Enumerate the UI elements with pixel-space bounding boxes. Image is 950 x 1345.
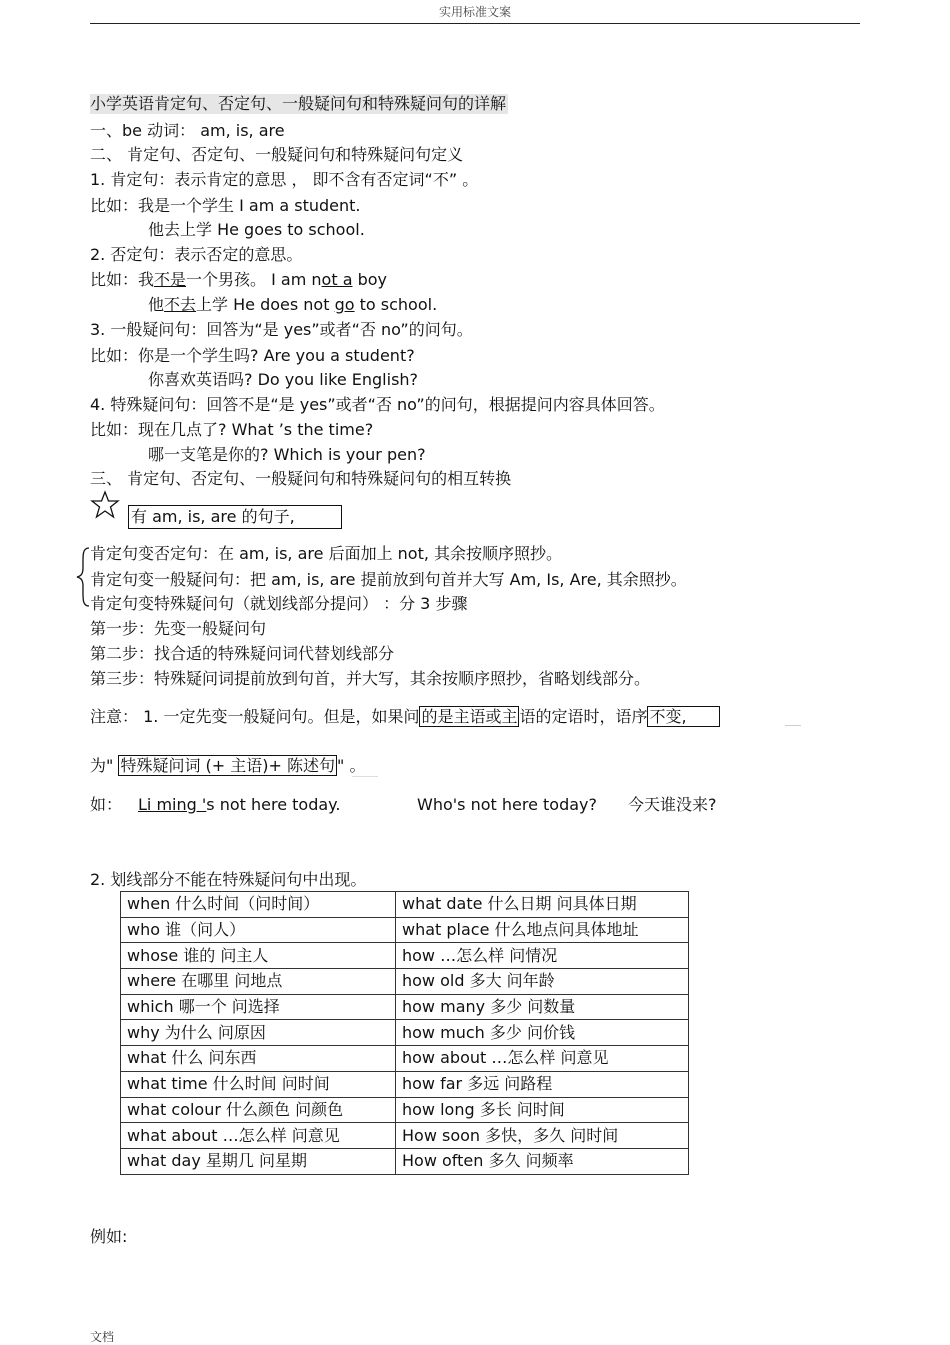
table-row <box>121 1148 689 1174</box>
table-cell: who 谁（问人） <box>121 917 396 943</box>
underlined-text: 不是 <box>154 270 187 289</box>
table-cell: what time 什么时间 问时间 <box>121 1071 396 1097</box>
table-cell: when 什么时间（问时间） <box>121 892 396 918</box>
table-row <box>121 943 689 969</box>
def-2-example-2 <box>148 295 437 315</box>
point-2: 2. 划线部分不能在特殊疑问句中出现。 <box>90 870 367 889</box>
star-icon <box>89 490 121 520</box>
text-span: 比如：我 <box>90 270 155 289</box>
rule-general-question: 肯定句变一般疑问句：把 am, is, are 提前放到句首并大写 Am, Is, Are, 其余照抄。 <box>90 570 687 589</box>
step-2: 第二步：找合适的特殊疑问词代替划线部分 <box>90 644 395 663</box>
boxed-text: 不变, <box>647 706 719 727</box>
section-3: 三、 肯定句、否定句、一般疑问句和特殊疑问句的相互转换 <box>90 469 512 488</box>
example-translation: 今天谁没来? <box>628 795 717 814</box>
text-span: 语的定语时，语序 <box>519 707 648 726</box>
table-row <box>121 969 689 995</box>
boxed-text: 的是主语或主 <box>421 707 518 726</box>
section-1 <box>90 121 285 141</box>
table-cell: how much 多少 问价钱 <box>396 1020 689 1046</box>
left-brace-icon <box>76 546 90 608</box>
table-cell: How often 多久 问频率 <box>396 1148 689 1174</box>
section-2: 二、 肯定句、否定句、一般疑问句和特殊疑问句定义 <box>90 145 464 164</box>
text-span: 注意： 1. 一定先变一般疑问句。但是，如果问 <box>90 707 420 726</box>
note-line-2 <box>90 756 365 776</box>
table-cell: where 在哪里 问地点 <box>121 969 396 995</box>
table-cell: how far 多远 问路程 <box>396 1071 689 1097</box>
note-line-1 <box>90 707 720 727</box>
document-title: 小学英语肯定句、否定句、一般疑问句和特殊疑问句的详解 <box>90 94 507 113</box>
def-1: 1. 肯定句：表示肯定的意思 ， 即不含有否定词“不” 。 <box>90 170 479 189</box>
table-cell: how about …怎么样 问意见 <box>396 1046 689 1072</box>
page-header: 实用标准文案 <box>438 5 511 19</box>
section-1-number: 一、 <box>90 121 123 140</box>
faint-rule <box>352 776 378 777</box>
def-3-example-1: 比如：你是一个学生吗? Are you a student? <box>90 346 415 365</box>
underlined-text: go <box>334 295 355 314</box>
text-span: 一个男孩。 I am n <box>186 270 322 289</box>
def-4-example-2: 哪一支笔是你的? Which is your pen? <box>148 445 426 464</box>
page-footer: 文档 <box>90 1330 115 1344</box>
table-row <box>121 917 689 943</box>
def-4: 4. 特殊疑问句：回答不是“是 yes”或者“否 no”的问句，根据提问内容具体回答。 <box>90 395 665 414</box>
underlined-text: Li ming ' <box>138 795 207 814</box>
boxed-text: 特殊疑问词 (+ 主语)+ 陈述句 <box>120 756 336 775</box>
table-cell: whose 谁的 问主人 <box>121 943 396 969</box>
def-1-example-1: 比如：我是一个学生 I am a student. <box>90 196 361 215</box>
text-span: s not here today. <box>206 795 341 814</box>
table-cell: what 什么 问东西 <box>121 1046 396 1072</box>
def-2: 2. 否定句：表示否定的意思。 <box>90 245 303 264</box>
step-3: 第三步：特殊疑问词提前放到句首，并大写，其余按顺序照抄，省略划线部分。 <box>90 669 651 688</box>
table-row <box>121 1046 689 1072</box>
table-cell: what place 什么地点问具体地址 <box>396 917 689 943</box>
table-cell: how long 多长 问时间 <box>396 1097 689 1123</box>
section-1-text: be 动词： am, is, are <box>122 121 285 140</box>
table-cell: what colour 什么颜色 问颜色 <box>121 1097 396 1123</box>
table-cell: what date 什么日期 问具体日期 <box>396 892 689 918</box>
underlined-text: ot a <box>321 270 353 289</box>
table-row <box>121 994 689 1020</box>
table-cell: why 为什么 问原因 <box>121 1020 396 1046</box>
faint-rule <box>785 725 801 726</box>
text-span: boy <box>352 270 387 289</box>
example-label: 例如: <box>90 1227 128 1246</box>
text-span: 上学 He does not <box>196 295 335 314</box>
example-line <box>90 795 870 815</box>
def-3-example-2: 你喜欢英语吗? Do you like English? <box>148 370 419 389</box>
underlined-text: 不去 <box>164 295 197 314</box>
be-verb-box: 有 am, is, are 的句子, <box>128 505 342 529</box>
rule-negative: 肯定句变否定句：在 am, is, are 后面加上 not, 其余按顺序照抄。 <box>90 544 563 563</box>
rule-special-question: 肯定句变特殊疑问句（就划线部分提问） ：分 3 步骤 <box>90 594 468 613</box>
table-row <box>121 1123 689 1149</box>
table-cell: How soon 多快，多久 问时间 <box>396 1123 689 1149</box>
def-1-example-2: 他去上学 He goes to school. <box>148 220 365 239</box>
example-question: Who's not here today? <box>417 795 597 814</box>
def-3: 3. 一般疑问句：回答为“是 yes”或者“否 no”的问句。 <box>90 320 473 339</box>
table-row <box>121 1097 689 1123</box>
table-cell: how many 多少 问数量 <box>396 994 689 1020</box>
text-span: 如： <box>90 795 123 814</box>
text-span: 为" <box>90 756 119 775</box>
table-cell: how …怎么样 问情况 <box>396 943 689 969</box>
table-cell: how old 多大 问年龄 <box>396 969 689 995</box>
question-word-table <box>120 891 689 1175</box>
table-row <box>121 892 689 918</box>
step-1: 第一步：先变一般疑问句 <box>90 619 267 638</box>
text-span: 他 <box>148 295 165 314</box>
table-cell: what day 星期几 问星期 <box>121 1148 396 1174</box>
def-2-example-1 <box>90 270 387 290</box>
table-cell: which 哪一个 问选择 <box>121 994 396 1020</box>
def-4-example-1: 比如：现在几点了? What ’s the time? <box>90 420 374 439</box>
table-row <box>121 1020 689 1046</box>
table-row <box>121 1071 689 1097</box>
table-cell: what about …怎么样 问意见 <box>121 1123 396 1149</box>
text-span: " 。 <box>337 756 366 775</box>
header-rule <box>90 23 860 24</box>
text-span: to school. <box>354 295 438 314</box>
